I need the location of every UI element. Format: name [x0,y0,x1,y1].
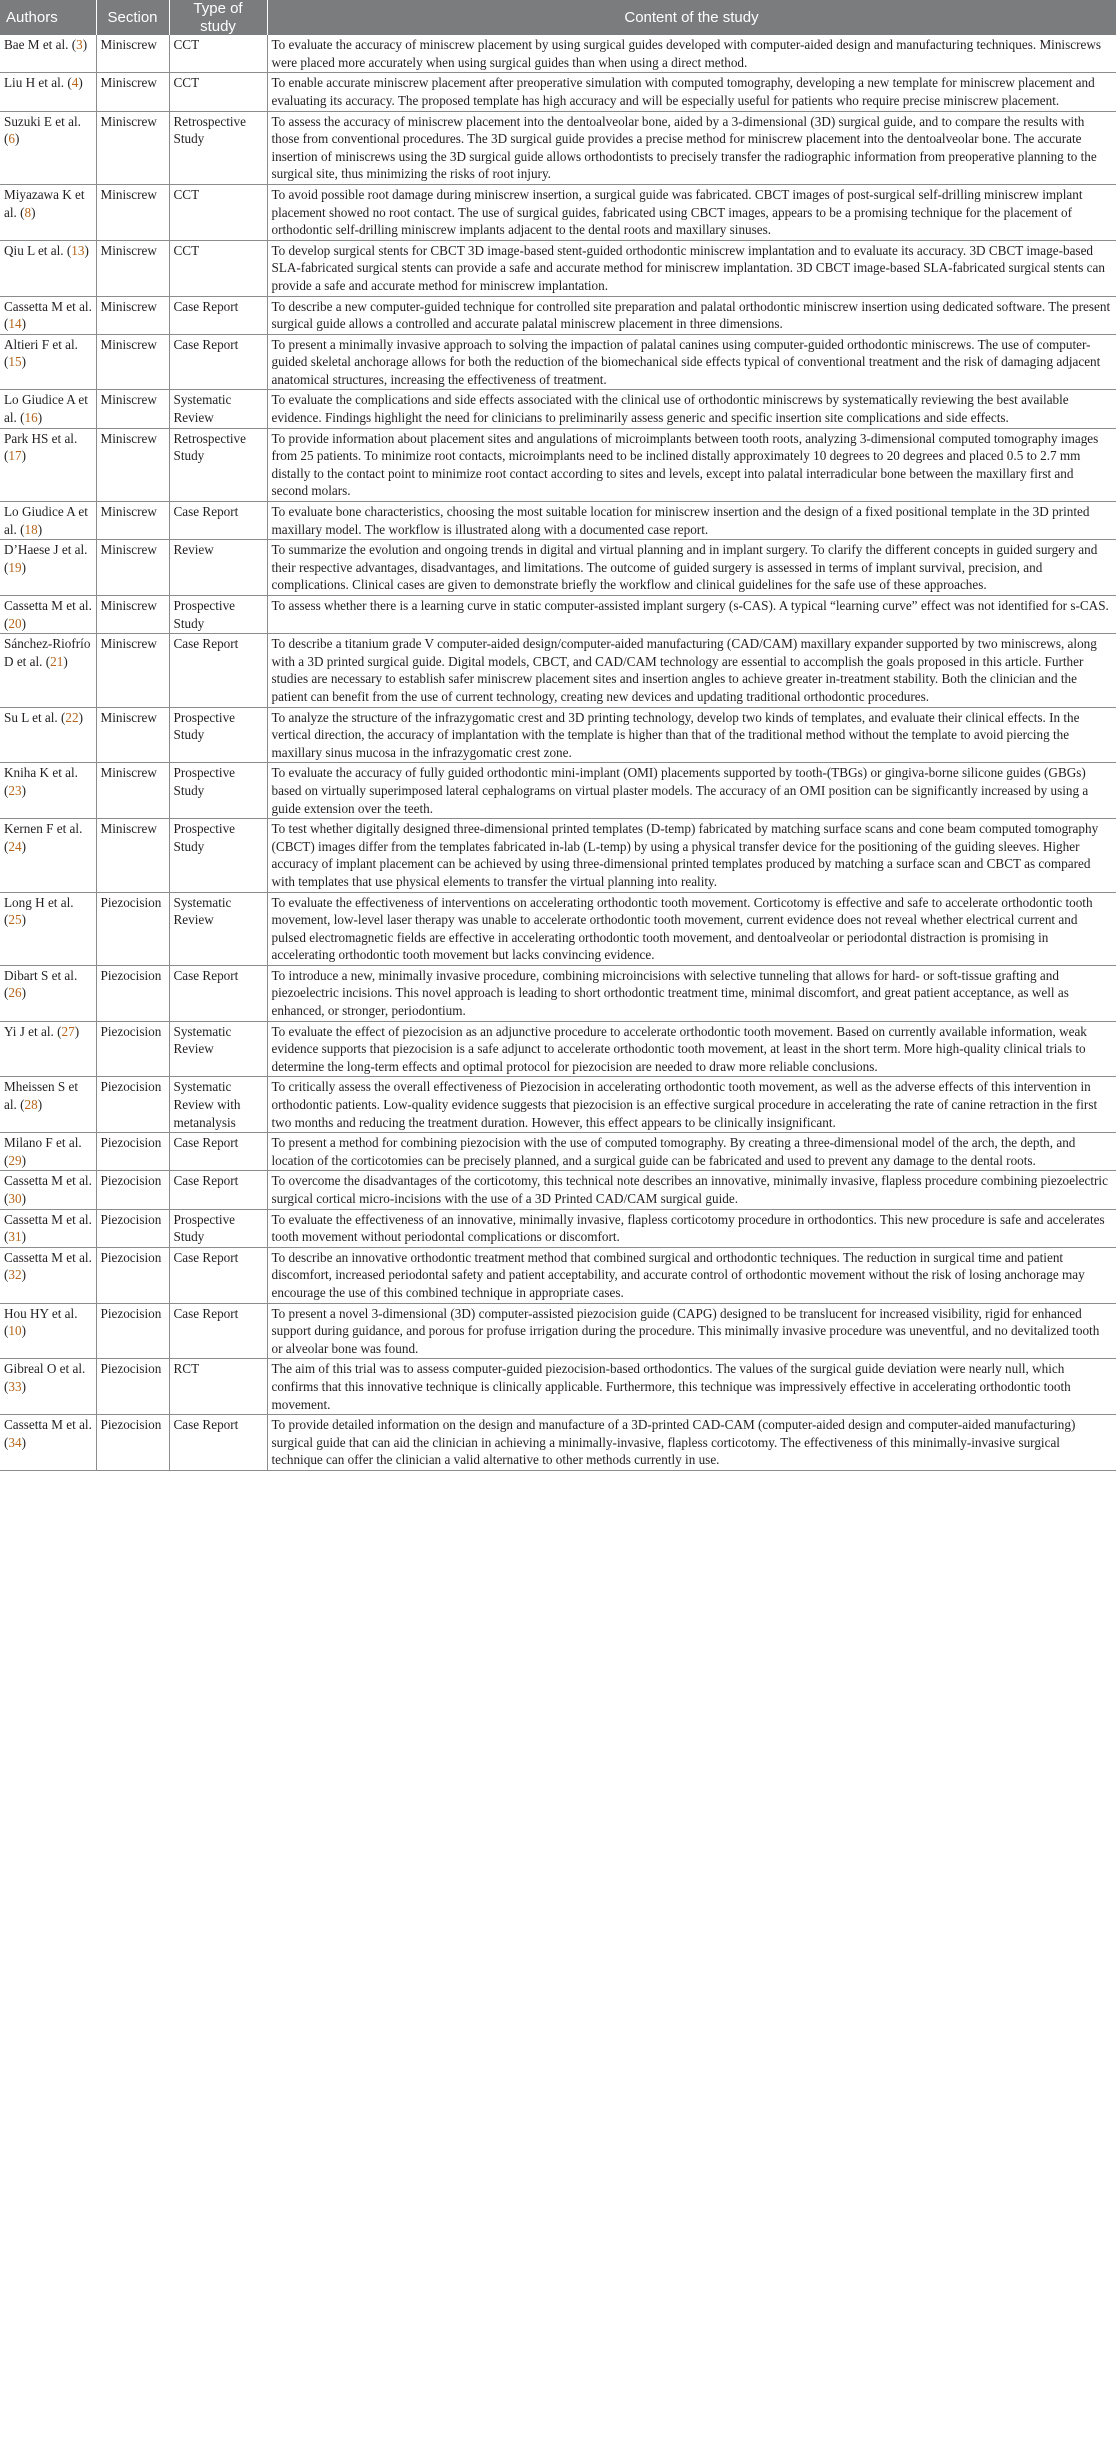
reference-link[interactable]: 4 [71,75,79,91]
reference-link[interactable]: 23 [8,782,22,798]
section-cell: Miniscrew [96,819,169,892]
author-cell: Cassetta M et al. (32) [0,1247,96,1303]
content-cell: To evaluate bone characteristics, choosing the most suitable location for miniscrew insertion and the design of a fixed positional template in the 3D printed maxillary model. The workflow is illustrated along with a documented case report. [267,502,1116,540]
section-cell: Miniscrew [96,334,169,390]
table-row [0,502,1116,540]
header-authors: Authors [0,0,96,35]
study-type-cell: Systematic Review [169,390,267,428]
section-cell: Piezocision [96,965,169,1021]
reference-link[interactable]: 25 [8,912,22,928]
content-cell: To present a novel 3-dimensional (3D) computer-assisted piezocision guide (CAPG) designed to be translucent for increased visibility, rigid for enhanced support during guidance, and porous for profuse irrigation during the procedure. This minimally invasive procedure was uneventful, and no devitalized tooth or alveolar bone was found. [267,1303,1116,1359]
author-name: Long H et al. [4,894,74,910]
section-cell: Piezocision [96,1415,169,1471]
content-cell: To describe a new computer-guided technique for controlled site preparation and palatal orthodontic miniscrew insertion using dedicated software. The present surgical guide allows a controlled and accurate palatal miniscrew placement in three dimensions. [267,296,1116,334]
reference-link[interactable]: 6 [8,131,15,147]
section-cell: Piezocision [96,892,169,965]
study-type-cell: Case Report [169,1171,267,1209]
table-row [0,296,1116,334]
table-row [0,707,1116,763]
study-type-cell: Retrospective Study [169,111,267,184]
section-cell: Miniscrew [96,111,169,184]
section-cell: Miniscrew [96,596,169,634]
study-type-cell: Retrospective Study [169,428,267,501]
author-name: Mheissen S et al. [4,1079,78,1113]
section-cell: Miniscrew [96,763,169,819]
author-name: Cassetta M et al. [4,1211,92,1227]
header-content: Content of the study [267,0,1116,35]
author-cell: Qiu L et al. (13) [0,240,96,296]
table-row [0,1359,1116,1415]
author-name: Bae M et al. [4,37,69,53]
content-cell: To provide information about placement sites and angulations of microimplants between tooth roots, analyzing 3-dimensional computed tomography images from 25 patients. To minimize root contacts, microimplants need to be inclined distally approximately 10 degrees to 20 degrees and placed 0.5 to 2.7 mm distally to the contact point to minimize root contact according to sites and levels, except into palatal interradicular bone between the maxillary first and second molars. [267,428,1116,501]
table-row [0,763,1116,819]
author-name: Park HS et al. [4,430,78,446]
study-type-cell: Systematic Review [169,892,267,965]
reference-link[interactable]: 32 [8,1267,22,1283]
author-name: Cassetta M et al. [4,1249,92,1265]
reference-link[interactable]: 10 [8,1323,22,1339]
section-cell: Miniscrew [96,540,169,596]
table-row [0,634,1116,707]
author-cell: D’Haese J et al. (19) [0,540,96,596]
content-cell: To enable accurate miniscrew placement after preoperative simulation with computed tomography, developing a new template for miniscrew placement and evaluating its accuracy. The proposed template has high accuracy and will be especially useful for patients who require precise miniscrew placement. [267,73,1116,111]
reference-link[interactable]: 14 [8,316,22,332]
author-name: Miyazawa K et al. [4,186,85,220]
study-type-cell: Prospective Study [169,707,267,763]
author-cell: Liu H et al. (4) [0,73,96,111]
table-row [0,1021,1116,1077]
content-cell: To present a method for combining piezocision with the use of computed tomography. By creating a three-dimensional model of the arch, the depth, and location of the corticotomies can be precisely planned, and a surgical guide can be fabricated and used to prevent any damage to the dental roots. [267,1133,1116,1171]
author-cell: Gibreal O et al. (33) [0,1359,96,1415]
section-cell: Piezocision [96,1171,169,1209]
section-cell: Miniscrew [96,707,169,763]
study-type-cell: Case Report [169,296,267,334]
author-cell: Mheissen S et al. (28) [0,1077,96,1133]
content-cell: To avoid possible root damage during miniscrew insertion, a surgical guide was fabricated. CBCT images of post-surgical self-drilling miniscrew implant placement showed no root contact. The use of surgical guides, fabricated using CBCT images, appears to be a promising technique for the placement of orthodontic self-drilling miniscrew implants adjacent to the dental roots and maxillary sinuses. [267,184,1116,240]
author-name: Lo Giudice A et al. [4,504,88,537]
table-row [0,390,1116,428]
author-cell: Sánchez-Riofrío D et al. (21) [0,634,96,707]
table-row [0,35,1116,73]
table-header [0,0,1116,35]
section-cell: Piezocision [96,1303,169,1359]
table-row [0,1171,1116,1209]
study-type-cell: CCT [169,35,267,73]
author-name: Milano F et al. [4,1135,82,1151]
section-cell: Miniscrew [96,634,169,707]
section-cell: Piezocision [96,1359,169,1415]
content-cell: To overcome the disadvantages of the corticotomy, this technical note describes an innovative, minimally invasive, flapless procedure combining piezoelectric surgical cortical micro-incisions with the use of a 3D Printed CAD/CAM surgical guide. [267,1171,1116,1209]
table-row [0,819,1116,892]
table-row [0,1133,1116,1171]
author-name: Cassetta M et al. [4,1173,92,1189]
header-row [0,0,1116,35]
reference-link[interactable]: 22 [65,709,79,725]
table-row [0,892,1116,965]
section-cell: Miniscrew [96,240,169,296]
reference-link[interactable]: 15 [8,354,22,370]
author-name: Dibart S et al. [4,967,78,983]
reference-link[interactable]: 17 [8,448,22,464]
author-cell: Cassetta M et al. (14) [0,296,96,334]
content-cell: To describe a titanium grade V computer-aided design/computer-aided manufacturing (CAD/CAM) maxillary expander supported by two miniscrews, along with a 3D printed surgical guide. Digital models, CBCT, and CAD/CAM technology are essential to accomplish the goals proposed in this article. Further studies are necessary to establish safer miniscrew placement sites and insertion angles to achieve greater in-treatment stability. Both the clinician and the patient can benefit from the use of current technology, creating new devices and updating traditional orthodontic procedures. [267,634,1116,707]
author-cell: Altieri F et al. (15) [0,334,96,390]
author-cell: Lo Giudice A et al. (18) [0,502,96,540]
content-cell: To evaluate the effect of piezocision as an adjunctive procedure to accelerate orthodontic tooth movement. Based on currently available information, weak evidence supports that piezocision is a safe adjunct to accelerate orthodontic tooth movement, at least in the short term. More high-quality clinical trials to determine the long-term effects and optimal protocol for piezocision are needed to draw more reliable conclusions. [267,1021,1116,1077]
table-row [0,1303,1116,1359]
section-cell: Miniscrew [96,184,169,240]
reference-link[interactable]: 8 [24,204,32,220]
table-row [0,184,1116,240]
study-type-cell: Case Report [169,965,267,1021]
author-name: Gibreal O et al. [4,1361,86,1377]
author-cell: Miyazawa K et al. (8) [0,184,96,240]
section-cell: Miniscrew [96,502,169,540]
section-cell: Piezocision [96,1247,169,1303]
study-type-cell: CCT [169,184,267,240]
table-row [0,540,1116,596]
reference-link[interactable]: 29 [8,1152,22,1168]
section-cell: Piezocision [96,1077,169,1133]
table-row [0,240,1116,296]
reference-link[interactable]: 30 [8,1191,22,1206]
author-name: Hou HY et al. [4,1305,78,1321]
author-cell: Kernen F et al. (24) [0,819,96,892]
study-type-cell: Case Report [169,634,267,707]
content-cell: To critically assess the overall effectiveness of Piezocision in accelerating orthodontic tooth movement, as well as the adverse effects of this intervention in orthodontic patients. Low-quality evidence suggests that piezocision is an effective surgical procedure in accelerating the rate of canine retraction in the first two months and reducing the treatment duration. However, this effect appears to be clinically insignificant. [267,1077,1116,1133]
header-section: Section [96,0,169,35]
study-type-cell: Case Report [169,334,267,390]
author-cell: Lo Giudice A et al. (16) [0,390,96,428]
study-type-cell: CCT [169,73,267,111]
content-cell: To summarize the evolution and ongoing trends in digital and virtual planning and in implant surgery. To clarify the different concepts in guided surgery and their respective advantages, disadvantages, and limitations. The outcome of guided surgery is assessed in terms of implant survival, precision, and complications. Clinical cases are given to demonstrate briefly the workflow and clinical guidelines for the safe use of these approaches. [267,540,1116,596]
study-type-cell: Case Report [169,1303,267,1359]
reference-link[interactable]: 21 [50,653,64,669]
section-cell: Piezocision [96,1021,169,1077]
study-type-cell: Prospective Study [169,596,267,634]
author-cell: Kniha K et al. (23) [0,763,96,819]
author-cell: Bae M et al. (3) [0,35,96,73]
content-cell: The aim of this trial was to assess computer-guided piezocision-based orthodontics. The values of the surgical guide deviation were nearly null, which confirms that this innovative technique is clinically applicable. Furthermore, this technique was impressively effective in accelerating orthodontic tooth movement. [267,1359,1116,1415]
study-type-cell: Systematic Review with metanalysis [169,1077,267,1133]
author-name: Cassetta M et al. [4,598,92,613]
reference-link[interactable]: 27 [61,1023,75,1039]
content-cell: To assess the accuracy of miniscrew placement into the dentoalveolar bone, aided by a 3-dimensional (3D) surgical guide, and to compare the results with those from conventional procedures. The 3D surgical guide provides a precise method for miniscrew placement into the dentoalveolar bone. The accurate insertion of miniscrews using the 3D surgical guide allows orthodontists to precisely transfer the radiographic information from preoperative planning to the surgical site, thus minimizing the risks of root injury. [267,111,1116,184]
author-cell: Su L et al. (22) [0,707,96,763]
author-name: Altieri F et al. [4,336,78,352]
reference-link[interactable]: 19 [8,559,22,575]
content-cell: To evaluate the effectiveness of an innovative, minimally invasive, flapless corticotomy procedure in orthodontics. This new procedure is safe and accelerates tooth movement without periodontal complications or discomfort. [267,1209,1116,1247]
reference-link[interactable]: 3 [76,37,83,53]
author-cell: Long H et al. (25) [0,892,96,965]
author-cell: Park HS et al. (17) [0,428,96,501]
reference-link[interactable]: 33 [8,1378,22,1394]
author-cell: Suzuki E et al. (6) [0,111,96,184]
table-row [0,596,1116,634]
author-cell: Hou HY et al. (10) [0,1303,96,1359]
author-cell: Dibart S et al. (26) [0,965,96,1021]
section-cell: Miniscrew [96,428,169,501]
study-type-cell: CCT [169,240,267,296]
author-name: Qiu L et al. [4,242,64,258]
content-cell: To assess whether there is a learning curve in static computer-assisted implant surgery (s-CAS). A typical “learning curve” effect was not identified for s-CAS. [267,596,1116,634]
section-cell: Piezocision [96,1209,169,1247]
reference-link[interactable]: 28 [24,1097,38,1113]
table-row [0,428,1116,501]
content-cell: To provide detailed information on the design and manufacture of a 3D-printed CAD-CAM (computer-aided design and computer-aided manufacturing) surgical guide that can aid the clinician in achieving a minimally-invasive, flapless corticotomy. The effectiveness of this minimally-invasive surgical technique can offer the clinician a valid alternative to other methods currently in use. [267,1415,1116,1471]
content-cell: To introduce a new, minimally invasive procedure, combining microincisions with selective tunneling that allows for hard- or soft-tissue grafting and piezoelectric incisions. This novel approach is leading to short orthodontic treatment time, minimal discomfort, and great patient acceptance, as well as enhanced, or stronger, periodontium. [267,965,1116,1021]
section-cell: Miniscrew [96,35,169,73]
study-type-cell: Prospective Study [169,763,267,819]
content-cell: To test whether digitally designed three-dimensional printed templates (D-temp) fabricated by matching surface scans and cone beam computed tomography (CBCT) images differ from the templates fabricated in-lab (L-temp) by using a physical transfer device for the positioning of the guiding sleeves. Higher accuracy of implant placement can be achieved by using three-dimensional printed templates produced by matching a surface scan and CBCT as compared with templates that use physical elements to transfer the virtual planning into reality. [267,819,1116,892]
author-name: Suzuki E et al. [4,113,81,129]
section-cell: Piezocision [96,1133,169,1171]
content-cell: To evaluate the accuracy of miniscrew placement by using surgical guides developed with computer-aided design and manufacturing techniques. Miniscrews were placed more accurately when using surgical guides than when using a direct method. [267,35,1116,73]
author-name: Cassetta M et al. [4,1417,92,1433]
content-cell: To present a minimally invasive approach to solving the impaction of palatal canines using computer-guided orthodontic miniscrews. The use of computer-guided skeletal anchorage allows for both the reduction of the biomechanical side effects typical of conventional treatment and the risk of damaging adjacent anatomical structures, increasing the effectiveness of treatment. [267,334,1116,390]
reference-link[interactable]: 31 [8,1229,22,1245]
study-type-cell: Review [169,540,267,596]
section-cell: Miniscrew [96,73,169,111]
author-name: Liu H et al. [4,75,65,91]
author-cell: Milano F et al. (29) [0,1133,96,1171]
content-cell: To evaluate the effectiveness of interventions on accelerating orthodontic tooth movement. Corticotomy is effective and safe to accelerate orthodontic tooth movement, low-level laser therapy was unable to accelerate orthodontic tooth movement, current evidence does not reveal whether electrical current and pulsed electromagnetic fields are effective in accelerating orthodontic tooth movement, and dentoalveolar or periodontal distraction is promising in accelerating orthodontic tooth movement but lacks convincing evidence. [267,892,1116,965]
study-type-cell: Case Report [169,1133,267,1171]
author-name: Sánchez-Riofrío D et al. [4,636,91,669]
author-name: Kernen F et al. [4,821,83,837]
content-cell: To evaluate the accuracy of fully guided orthodontic mini-implant (OMI) placements supported by tooth-(TBGs) or gingiva-borne silicone guides (GBGs) based on virtually superimposed lateral cephalograms on virtual plaster models. The accuracy of an OMI position can be significantly increased by using a guide extension over the teeth. [267,763,1116,819]
study-type-cell: Prospective Study [169,819,267,892]
author-cell: Yi J et al. (27) [0,1021,96,1077]
author-cell: Cassetta M et al. (34) [0,1415,96,1471]
table-row [0,1077,1116,1133]
study-type-cell: Systematic Review [169,1021,267,1077]
reference-link[interactable]: 24 [8,838,22,854]
reference-link[interactable]: 20 [8,615,22,631]
reference-link[interactable]: 18 [24,521,38,537]
author-name: D’Haese J et al. [4,542,88,558]
content-cell: To develop surgical stents for CBCT 3D image-based stent-guided orthodontic miniscrew implantation and to evaluate its accuracy. 3D CBCT image-based SLA-fabricated surgical stents can provide a safe and accurate method for miniscrew implantation. 3D CBCT image-based SLA-fabricated surgical stents can provide a safe and accurate method for miniscrew implantation. [267,240,1116,296]
table-row [0,1415,1116,1471]
table-row [0,965,1116,1021]
author-cell: Cassetta M et al. (30) [0,1171,96,1209]
reference-link[interactable]: 34 [8,1434,22,1450]
reference-link[interactable]: 16 [24,410,38,426]
author-name: Su L et al. [4,709,58,725]
table-row [0,1247,1116,1303]
content-cell: To evaluate the complications and side effects associated with the clinical use of orthodontic miniscrews by systematically reviewing the best available evidence. Findings highlight the need for clinicians to preliminarily assess generic and specific insertion site complications and side effects. [267,390,1116,428]
table-row [0,111,1116,184]
section-cell: Miniscrew [96,296,169,334]
study-type-cell: Case Report [169,502,267,540]
content-cell: To analyze the structure of the infrazygomatic crest and 3D printing technology, develop two kinds of templates, and evaluate their clinical effects. In the vertical direction, the accuracy of implantation with the template is higher than that of the traditional method without the template to avoid piercing the maxillary sinus mucosa in the infrazygomatic crest zone. [267,707,1116,763]
table-row [0,334,1116,390]
reference-link[interactable]: 26 [8,985,22,1001]
header-type-of-study: Type of study [169,0,267,35]
author-cell: Cassetta M et al. (31) [0,1209,96,1247]
study-type-cell: Prospective Study [169,1209,267,1247]
author-cell: Cassetta M et al. (20) [0,596,96,634]
study-type-cell: Case Report [169,1415,267,1471]
author-name: Yi J et al. [4,1023,54,1039]
study-type-cell: RCT [169,1359,267,1415]
table-row [0,73,1116,111]
study-type-cell: Case Report [169,1247,267,1303]
author-name: Lo Giudice A et al. [4,392,88,426]
table-body [0,35,1116,1470]
author-name: Cassetta M et al. [4,298,92,314]
section-cell: Miniscrew [96,390,169,428]
table-row [0,1209,1116,1247]
content-cell: To describe an innovative orthodontic treatment method that combined surgical and orthodontic techniques. The reduction in surgical time and patient discomfort, increased periodontal safety and patient acceptability, and accurate control of orthodontic movement without the risk of losing anchorage may encourage the use of this combined technique in appropriate cases. [267,1247,1116,1303]
author-name: Kniha K et al. [4,765,78,781]
reference-link[interactable]: 13 [71,242,85,258]
